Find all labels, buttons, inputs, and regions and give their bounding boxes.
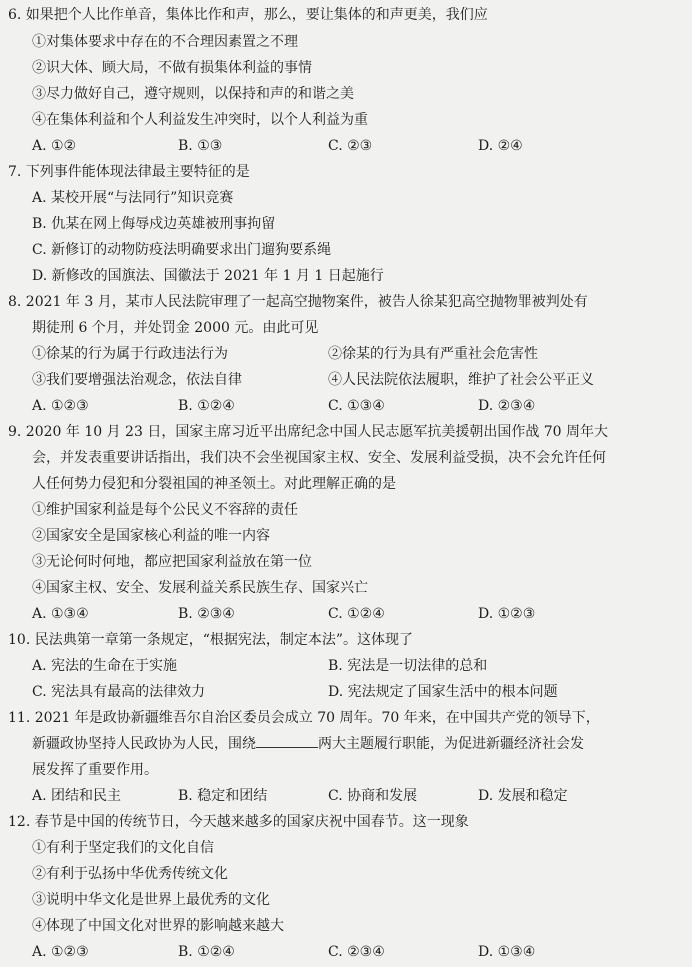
q6-option-1: ①对集体要求中存在的不合理因素置之不理 bbox=[32, 34, 298, 50]
q8-stem-line-1: 8. 2021 年 3 月，某市人民法院审理了一起高空抛物案件，被告人徐某犯高空抛物罪被判处有 bbox=[8, 294, 588, 310]
q10-stem: 10. 民法典第一章第一条规定，“根据宪法，制定本法”。这体现了 bbox=[8, 632, 414, 648]
q6-option-4: ④在集体利益和个人利益发生冲突时，以个人利益为重 bbox=[32, 112, 368, 128]
q7-option-a: A. 某校开展“与法同行”知识竞赛 bbox=[32, 190, 234, 206]
q12-choice-a: A. ①②③ bbox=[32, 944, 89, 960]
q8-choice-b: B. ①②④ bbox=[178, 398, 235, 414]
q11-choice-c: C. 协商和发展 bbox=[328, 788, 418, 804]
q12-option-1: ①有利于坚定我们的文化自信 bbox=[32, 840, 214, 856]
q11-choice-a: A. 团结和民主 bbox=[32, 788, 122, 804]
q11-stem-line-3: 展发挥了重要作用。 bbox=[32, 762, 158, 778]
q12-choice-d: D. ①③④ bbox=[478, 944, 536, 960]
q8-option-3: ③我们要增强法治观念，依法自律 bbox=[32, 372, 242, 388]
q9-option-2: ②国家安全是国家核心利益的唯一内容 bbox=[32, 528, 270, 544]
q11-stem-line-2 bbox=[32, 735, 584, 753]
q6-choice-d: D. ②④ bbox=[478, 138, 523, 154]
q6-choice-b: B. ①③ bbox=[178, 138, 223, 154]
q12-option-2: ②有利于弘扬中华优秀传统文化 bbox=[32, 866, 228, 882]
q9-choice-b: B. ②③④ bbox=[178, 606, 235, 622]
q8-option-2: ②徐某的行为具有严重社会危害性 bbox=[328, 346, 538, 362]
q7-stem: 7. 下列事件能体现法律最主要特征的是 bbox=[8, 164, 250, 180]
q7-option-c: C. 新修订的动物防疫法明确要求出门遛狗要系绳 bbox=[32, 242, 332, 258]
q8-choice-a: A. ①②③ bbox=[32, 398, 89, 414]
q12-stem: 12. 春节是中国的传统节日，今天越来越多的国家庆祝中国春节。这一现象 bbox=[8, 814, 469, 830]
q9-stem-line-2: 会，并发表重要讲话指出，我们决不会坐视国家主权、安全、发展利益受损，决不会允许任何 bbox=[32, 450, 606, 466]
q11-choice-d: D. 发展和稳定 bbox=[478, 788, 568, 804]
q10-choice-a: A. 宪法的生命在于实施 bbox=[32, 658, 178, 674]
q11-choice-b: B. 稳定和团结 bbox=[178, 788, 268, 804]
q9-option-3: ③无论何时何地，都应把国家利益放在第一位 bbox=[32, 554, 312, 570]
q9-choice-c: C. ①②④ bbox=[328, 606, 385, 622]
q8-option-1: ①徐某的行为属于行政违法行为 bbox=[32, 346, 228, 362]
q12-choice-b: B. ①②④ bbox=[178, 944, 235, 960]
q6-choice-a: A. ①② bbox=[32, 138, 77, 154]
q7-option-b: B. 仇某在网上侮辱戍边英雄被刑事拘留 bbox=[32, 216, 276, 232]
q8-choice-d: D. ②③④ bbox=[478, 398, 536, 414]
q9-stem-line-1: 9. 2020 年 10 月 23 日，国家主席习近平出席纪念中国人民志愿军抗美援朝出国作战 70 周年大 bbox=[8, 424, 609, 440]
q11-answer-blank bbox=[256, 735, 318, 748]
q8-stem-line-2: 期徒刑 6 个月，并处罚金 2000 元。由此可见 bbox=[32, 320, 319, 336]
q12-choice-c: C. ②③④ bbox=[328, 944, 385, 960]
q6-stem: 6. 如果把个人比作单音，集体比作和声，那么，要让集体的和声更美，我们应 bbox=[8, 7, 488, 23]
q8-option-4: ④人民法院依法履职，维护了社会公平正义 bbox=[328, 372, 594, 388]
q10-choice-c: C. 宪法具有最高的法律效力 bbox=[32, 684, 206, 700]
q6-choice-c: C. ②③ bbox=[328, 138, 373, 154]
q8-choice-c: C. ①③④ bbox=[328, 398, 385, 414]
q11-stem-part-b: 两大主题履行职能，为促进新疆经济社会发 bbox=[318, 736, 584, 752]
q6-option-3: ③尽力做好自己，遵守规则，以保持和声的和谐之美 bbox=[32, 86, 354, 102]
q9-choice-a: A. ①③④ bbox=[32, 606, 89, 622]
q10-choice-d: D. 宪法规定了国家生活中的根本问题 bbox=[328, 684, 558, 700]
q12-option-3: ③说明中华文化是世界上最优秀的文化 bbox=[32, 892, 270, 908]
q12-option-4: ④体现了中国文化对世界的影响越来越大 bbox=[32, 918, 284, 934]
q9-option-1: ①维护国家利益是每个公民义不容辞的责任 bbox=[32, 502, 298, 518]
q10-choice-b: B. 宪法是一切法律的总和 bbox=[328, 658, 488, 674]
q7-option-d: D. 新修改的国旗法、国徽法于 2021 年 1 月 1 日起施行 bbox=[32, 268, 384, 284]
q9-option-4: ④国家主权、安全、发展利益关系民族生存、国家兴亡 bbox=[32, 580, 368, 596]
q6-option-2: ②识大体、顾大局，不做有损集体利益的事情 bbox=[32, 60, 312, 76]
q11-stem-line-1: 11. 2021 年是政协新疆维吾尔自治区委员会成立 70 周年。70 年来，在中国共产党的领导下， bbox=[8, 710, 600, 726]
q9-choice-d: D. ①②③ bbox=[478, 606, 536, 622]
q9-stem-line-3: 人任何势力侵犯和分裂祖国的神圣领土。对此理解正确的是 bbox=[32, 476, 396, 492]
q11-stem-part-a: 新疆政协坚持人民政协为人民，围绕 bbox=[32, 736, 256, 752]
